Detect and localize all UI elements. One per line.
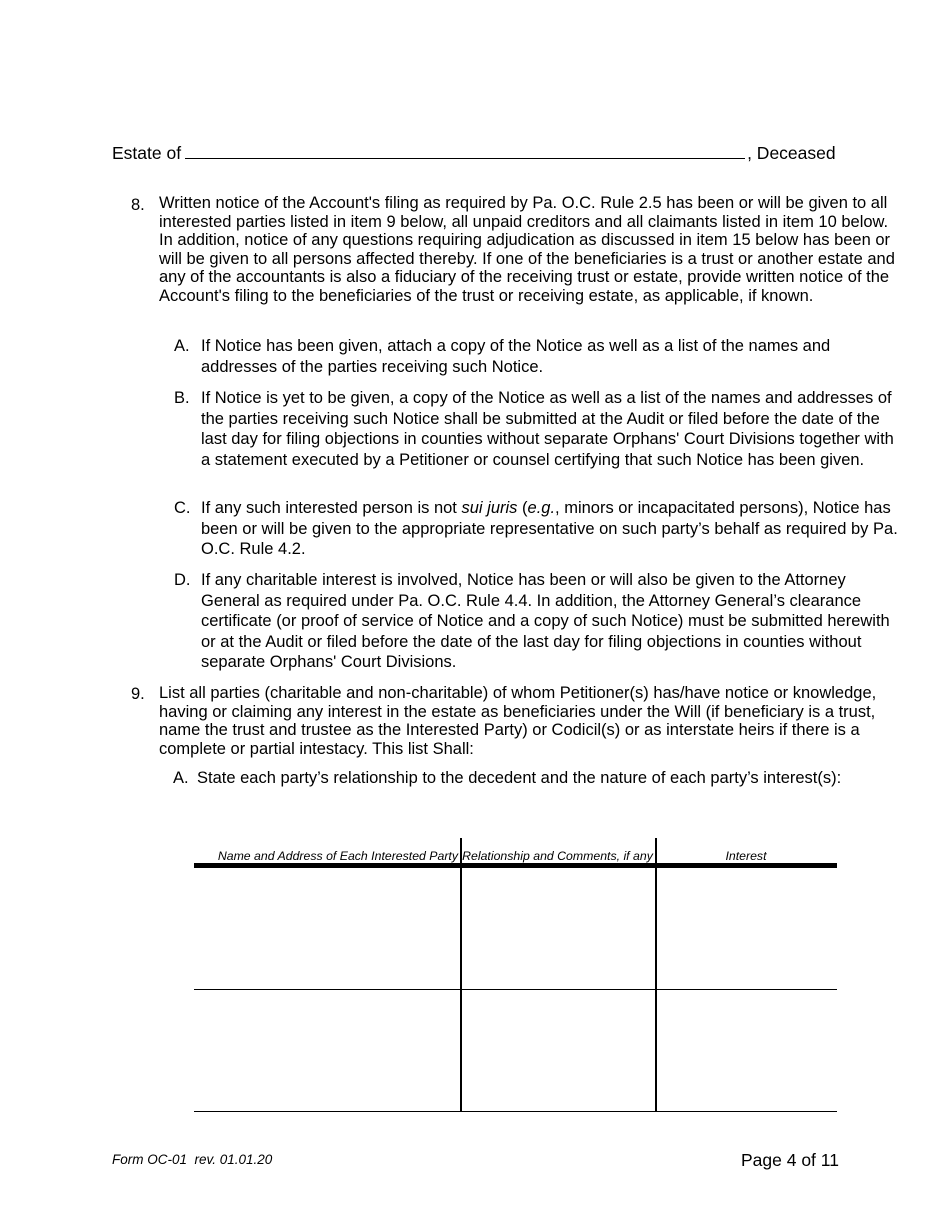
cell-interest[interactable] — [656, 990, 837, 1112]
item9-number: 9. — [131, 685, 145, 703]
item8-number: 8. — [131, 196, 145, 214]
item8-sub-c — [174, 498, 898, 560]
item8-sub-b-label: B. — [174, 389, 190, 407]
item8-sub-a — [174, 336, 894, 377]
table-row — [194, 866, 837, 990]
page-number: Page 4 of 11 — [741, 1150, 839, 1170]
estate-name-field[interactable] — [185, 140, 745, 159]
item8-text: Written notice of the Account's filing as required by Pa. O.C. Rule 2.5 has been or will be given to all interested parties listed in item 9 below, all unpaid creditors and all claimants listed in item 10 below. In addition, notice of any questions requiring adjudication as discussed in item 15 below has been or will be given to all persons affected thereby. If one of the beneficiaries is a trust or another estate and any of the accountants is also a fiduciary of the receiving trust or estate, provide written notice of the Account's filing to the beneficiaries of the trust or receiving estate, as applicable, if known. — [159, 194, 895, 305]
cell-relationship[interactable] — [461, 990, 656, 1112]
item8-sub-c-label: C. — [174, 499, 191, 517]
item9-text: List all parties (charitable and non-charitable) of whom Petitioner(s) has/have notice or knowledge, having or claiming any interest in the estate as beneficiaries under the Will (if beneficiary is a trust, name the trust and trustee as the Interested Party) or Codicil(s) or as interstate heirs if there is a complete or partial intestacy. This list Shall: — [159, 684, 877, 758]
item8-sub-c-text: If any such interested person is not sui juris (e.g., minors or incapacitated persons), Notice has been or will be given to the appropriate representative on such party’s behalf as required by Pa. O.C. Rule 4.2. — [201, 499, 898, 558]
item8-sub-d-text: If any charitable interest is involved, Notice has been or will also be given to the Attorney General as required under Pa. O.C. Rule 4.4. In addition, the Attorney General’s clearance certificate (or proof of service of Notice and a copy of such Notice) must be submitted herewith or at the Audit or filed before the date of the last day for filing objections in counties without separate Orphans' Court Divisions. — [201, 571, 890, 671]
header-interest: Interest — [656, 838, 837, 866]
estate-prefix: Estate of — [112, 143, 182, 163]
item8-sub-b — [174, 388, 898, 470]
cell-relationship[interactable] — [461, 866, 656, 990]
estate-line — [112, 140, 848, 164]
cell-name-address[interactable] — [194, 990, 461, 1112]
item9-sub-a-text: State each party’s relationship to the decedent and the nature of each party’s interest(s): — [197, 769, 842, 787]
table-header-row — [194, 838, 837, 866]
item8-sub-d — [174, 570, 898, 673]
item8-sub-b-text: If Notice is yet to be given, a copy of the Notice as well as a list of the names and addresses of the parties receiving such Notice shall be submitted at the Audit or filed before the date of the last day for filing objections in counties without separate Orphans' Court Divisions together with a statement executed by a Petitioner or counsel certifying that such Notice has been given. — [201, 389, 894, 469]
item9-sub-a — [173, 767, 853, 789]
cell-name-address[interactable] — [194, 866, 461, 990]
item8-sub-d-label: D. — [174, 571, 191, 589]
cell-interest[interactable] — [656, 866, 837, 990]
form-revision: Form OC-01 rev. 01.01.20 — [112, 1152, 273, 1167]
interested-parties-table — [194, 838, 837, 1112]
estate-suffix: , Deceased — [747, 143, 836, 163]
item8-sub-a-label: A. — [174, 337, 190, 355]
header-name-address: Name and Address of Each Interested Party — [194, 838, 461, 866]
table-row — [194, 990, 837, 1112]
header-relationship: Relationship and Comments, if any — [461, 838, 656, 866]
item8-sub-a-text: If Notice has been given, attach a copy of the Notice as well as a list of the names and addresses of the parties receiving such Notice. — [201, 337, 831, 376]
item9-sub-a-label: A. — [173, 769, 189, 787]
